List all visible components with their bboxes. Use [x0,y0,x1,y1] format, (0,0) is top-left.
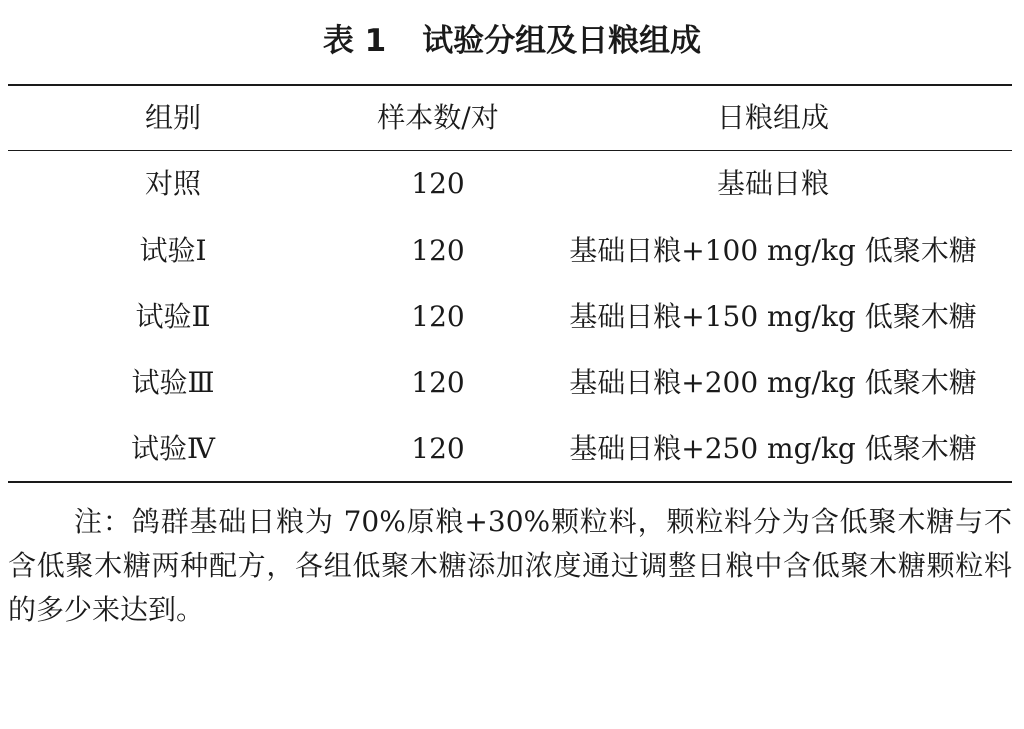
table-note: 注：鸽群基础日粮为 70%原粮+30%颗粒料，颗粒料分为含低聚木糖与不含低聚木糖两种配方，各组低聚木糖添加浓度通过调整日粮中含低聚木糖颗粒料的多少来达到。 [8,505,1012,626]
table-row [8,351,1012,415]
table-number: 表 1 [322,23,387,59]
header-group: 组别 [144,101,201,134]
cell-count: 120 [411,366,465,399]
header-diet: 日粮组成 [716,101,829,134]
cell-diet: 基础日粮+250 mg/kg 低聚木糖 [569,432,977,465]
table-row [8,285,1012,349]
table-header-row [8,86,1012,150]
cell-diet: 基础日粮+150 mg/kg 低聚木糖 [569,300,977,333]
cell-diet: 基础日粮+200 mg/kg 低聚木糖 [569,366,977,399]
cell-count: 120 [411,167,465,200]
header-count: 样本数/对 [377,101,499,134]
cell-diet: 基础日粮 [716,167,829,200]
table-row [8,417,1012,481]
table-row [8,219,1012,283]
cell-group: 试验Ⅲ [131,366,215,399]
cell-group: 试验Ⅱ [135,300,211,333]
cell-group: 对照 [144,167,201,200]
table-caption [0,18,1024,64]
cell-count: 120 [411,234,465,267]
table-row [8,152,1012,216]
cell-diet: 基础日粮+100 mg/kg 低聚木糖 [569,234,977,267]
cell-group: 试验Ⅰ [139,234,207,267]
cell-count: 120 [411,300,465,333]
cell-count: 120 [411,432,465,465]
header-rule [8,150,1012,151]
bottom-rule [8,481,1012,483]
cell-group: 试验Ⅳ [131,432,215,465]
table-title: 试验分组及日粮组成 [422,23,702,59]
